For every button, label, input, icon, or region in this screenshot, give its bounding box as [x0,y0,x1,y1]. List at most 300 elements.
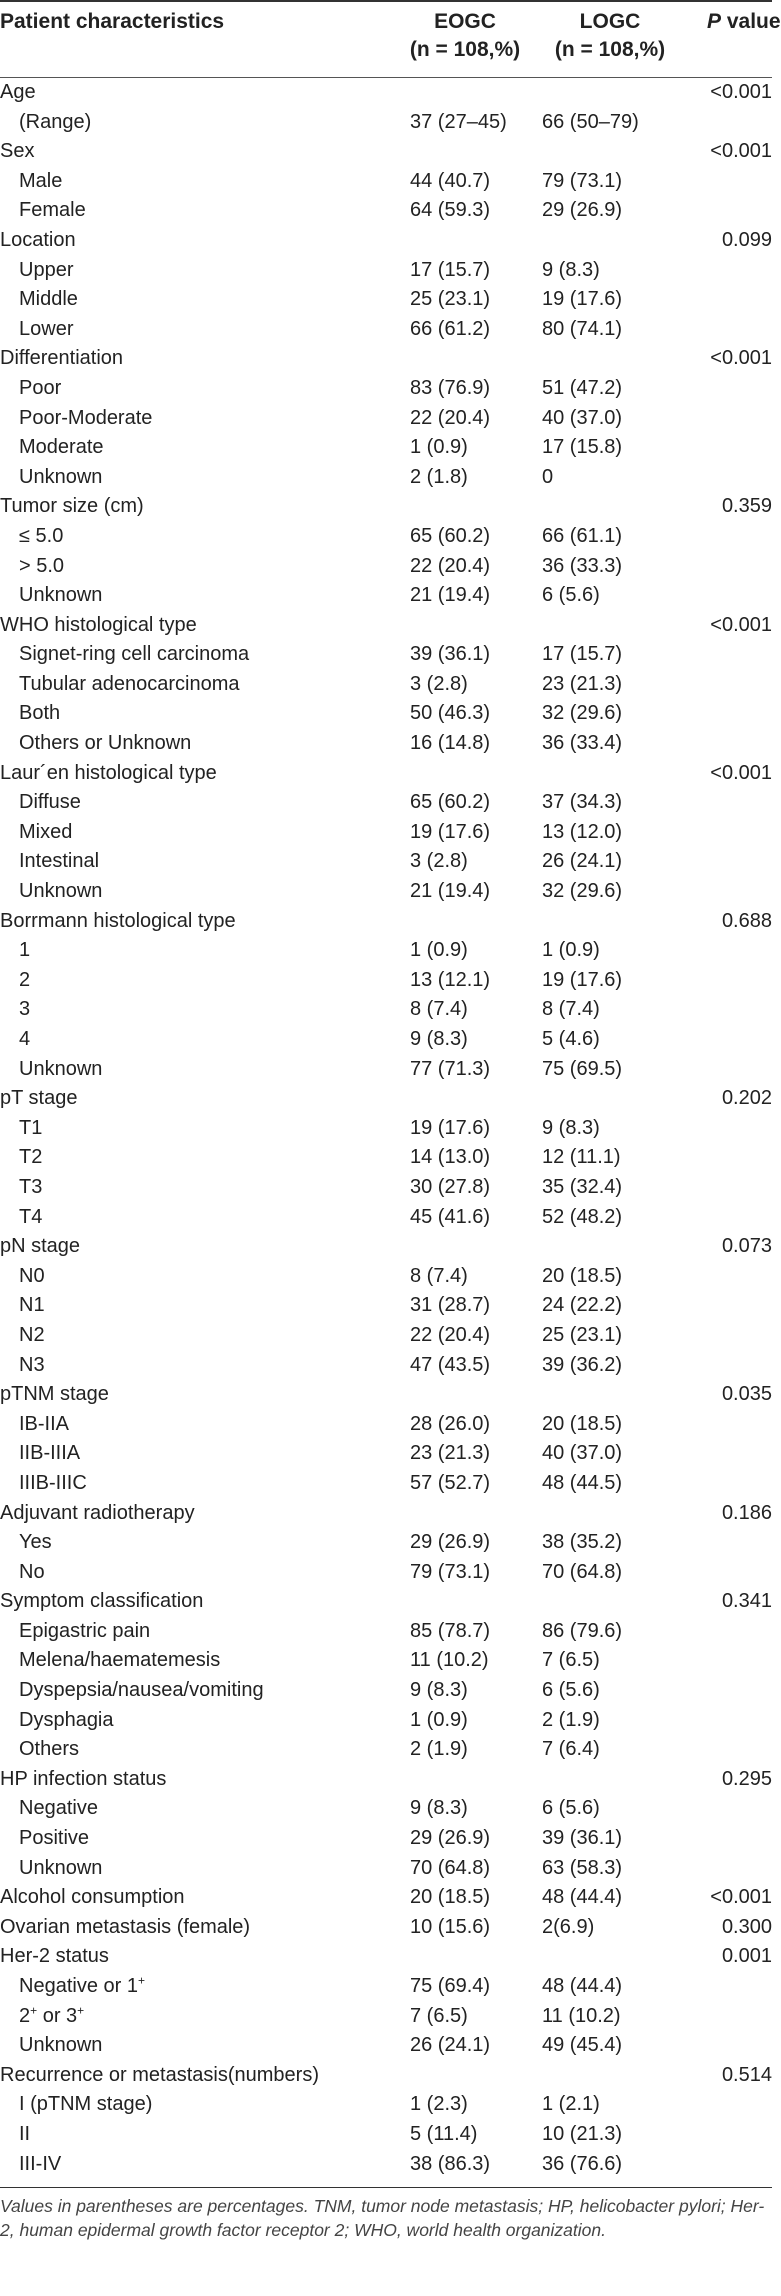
cell-logc: 36 (33.4) [542,732,623,755]
cell-logc: 32 (29.6) [542,702,623,725]
row-label [19,1676,264,1706]
row-label-text: Unknown [19,2034,103,2057]
row-label-text: I (pTNM stage) [19,2093,153,2116]
row-label-text: 3 [19,998,31,1021]
row-label [19,1055,102,1085]
table-row [0,1291,772,1321]
cell-eogc: 13 (12.1) [410,968,491,991]
row-label-text: Unknown [19,584,103,607]
cell-eogc: 26 (24.1) [410,2034,491,2057]
row-label [0,907,236,937]
row-label-text: III-IV [19,2152,62,2175]
row-label-text: No [19,1560,45,1583]
row-label [19,1143,42,1173]
cell-eogc: 2 (1.9) [410,1738,468,1761]
row-label-text: pN stage [0,1235,81,1258]
table-header [0,0,781,78]
cell-eogc: 21 (19.4) [410,584,491,607]
row-label-text: Middle [19,288,78,311]
cell-p-value: 0.300 [721,1915,772,1938]
row-label-text: Negative [19,1797,98,1820]
cell-logc: 35 (32.4) [542,1175,623,1198]
table-row [0,256,772,286]
header-eogc-line2: (n = 108,%) [409,38,521,61]
table-row [0,1765,772,1795]
row-label-text: Lower [19,317,74,340]
row-label [19,108,91,138]
row-label-text: Others [19,1738,80,1761]
cell-eogc: 11 (10.2) [410,1649,489,1672]
row-label [0,2061,319,2091]
row-label [19,1735,79,1765]
row-label [19,581,102,611]
row-label [19,2150,61,2180]
table-row [0,966,772,996]
row-label-text: II [19,2122,31,2145]
cell-p-value: 0.341 [721,1590,772,1613]
row-label [19,640,249,670]
row-label [19,995,30,1025]
row-label [19,1972,145,2002]
cell-eogc: 9 (8.3) [410,1028,468,1050]
table-row [0,78,772,108]
cell-logc: 49 (45.4) [542,2034,623,2057]
row-label-text: Unknown [19,1856,103,1879]
row-label-text: Diffuse [19,791,81,814]
row-label [19,818,72,848]
cell-logc: 39 (36.2) [542,1353,623,1376]
cell-logc: 80 (74.1) [542,317,623,340]
cell-eogc: 10 (15.6) [410,1915,491,1938]
cell-logc: 9 (8.3) [542,1116,600,1139]
row-label [0,1232,80,1262]
table-row [0,167,772,197]
cell-p-value: 0.202 [721,1087,772,1110]
table-row [0,670,772,700]
row-label [0,78,36,108]
cell-logc: 48 (44.4) [542,1975,623,1997]
cell-logc: 63 (58.3) [542,1856,623,1879]
cell-eogc: 64 (59.3) [410,199,491,222]
cell-eogc: 44 (40.7) [410,169,491,192]
table-footnote: Values in parentheses are percentages. TNM, tumor node metastasis; HP, helicobacter pylori; Her-2, human epidermal growth factor receptor 2; WHO, world health organization. [0,2196,765,2241]
table-row [0,1676,772,1706]
row-label [19,1025,30,1055]
cell-eogc: 22 (20.4) [410,406,491,429]
cell-logc: 13 (12.0) [542,820,623,843]
row-label-text: (Range) [19,110,92,133]
cell-logc: 23 (21.3) [542,672,623,695]
cell-eogc: 38 (86.3) [410,2152,491,2175]
cell-eogc: 2 (1.8) [410,465,468,488]
table-row [0,2061,772,2091]
row-label [0,1942,109,1972]
row-label [0,137,34,167]
row-label-text: Female [19,199,86,222]
cell-eogc: 23 (21.3) [410,1442,491,1465]
row-label-text: Her-2 status [0,1945,109,1968]
table-row [0,374,772,404]
cell-eogc: 29 (26.9) [410,1531,491,1554]
row-label [0,1587,203,1617]
table-row [0,344,772,374]
row-label [19,1351,45,1381]
row-label-text: Poor [19,376,62,399]
cell-logc: 7 (6.5) [542,1649,600,1672]
cell-eogc: 8 (7.4) [410,998,468,1021]
table-row [0,1617,772,1647]
cell-logc: 36 (76.6) [542,2152,623,2175]
cell-eogc: 28 (26.0) [410,1412,491,1435]
table-row [0,492,772,522]
row-label-text: Symptom classification [0,1590,204,1613]
cell-eogc: 19 (17.6) [410,1116,491,1139]
row-label [19,404,152,434]
cell-logc: 9 (8.3) [542,258,600,281]
cell-eogc: 14 (13.0) [410,1146,491,1169]
cell-eogc: 47 (43.5) [410,1353,491,1376]
table-row [0,1883,772,1913]
cell-logc: 51 (47.2) [542,376,623,399]
cell-eogc: 65 (60.2) [410,524,491,547]
cell-eogc: 57 (52.7) [410,1471,491,1494]
row-label [19,1646,220,1676]
row-label [19,966,30,996]
row-label-text: Others or Unknown [19,732,192,755]
table-row [0,1942,772,1972]
cell-logc: 26 (24.1) [542,850,623,873]
row-label [19,847,99,877]
row-label [19,1706,114,1736]
table-row [0,788,772,818]
header-p-italic: P [707,10,722,33]
row-label [0,611,197,641]
table-row [0,936,772,966]
row-label [19,1469,87,1499]
cell-logc: 52 (48.2) [542,1205,623,1228]
row-label-text: Alcohol consumption [0,1886,185,1909]
header-p-rest: value [721,10,781,33]
cell-logc: 19 (17.6) [542,288,623,311]
cell-logc: 6 (5.6) [542,1797,600,1820]
table-row [0,1646,772,1676]
table-row [0,1143,772,1173]
table-row [0,1913,772,1943]
row-label-text: Melena/haematemesis [19,1649,221,1672]
cell-eogc: 25 (23.1) [410,288,491,311]
cell-logc: 6 (5.6) [542,584,600,607]
table-row [0,2090,772,2120]
row-label-text: Negative or 1 [19,1975,138,1997]
row-label [19,1114,42,1144]
cell-logc: 66 (50–79) [542,110,639,133]
row-label [0,1084,77,1114]
cell-p-value: 0.514 [721,2063,772,2086]
cell-logc: 0 [542,465,554,488]
table-row [0,1114,772,1144]
cell-p-value: 0.073 [721,1235,772,1258]
cell-eogc: 16 (14.8) [410,732,491,755]
cell-p-value: 0.359 [721,495,772,518]
cell-eogc: 37 (27–45) [410,110,507,133]
row-label [19,196,86,226]
row-label-text: Unknown [19,880,103,903]
table-row [0,759,772,789]
row-label-text: Mixed [19,820,73,843]
row-label [0,1380,109,1410]
cell-eogc: 7 (6.5) [410,2004,468,2027]
row-label [19,1439,80,1469]
row-label-text: Ovarian metastasis (female) [0,1915,251,1938]
table-row [0,1824,772,1854]
row-label [19,1528,52,1558]
cell-p-value: <0.001 [710,81,772,103]
cell-p-value: 0.099 [721,228,772,251]
cell-logc: 86 (79.6) [542,1619,623,1642]
row-label-text: T3 [19,1175,43,1198]
row-label-text: Sex [0,140,35,163]
table-row [0,1794,772,1824]
row-label [19,1173,42,1203]
row-label [19,1203,42,1233]
row-label-text: Signet-ring cell carcinoma [19,643,250,666]
row-label [0,492,144,522]
cell-eogc: 21 (19.4) [410,880,491,903]
cell-eogc: 1 (0.9) [410,939,468,962]
table-row [0,611,772,641]
cell-p-value: <0.001 [710,613,772,636]
table-row [0,699,772,729]
cell-logc: 48 (44.5) [542,1471,623,1494]
row-label [19,1558,45,1588]
cell-logc: 29 (26.9) [542,199,623,222]
row-label-text: Upper [19,258,74,281]
cell-eogc: 3 (2.8) [410,850,468,873]
cell-p-value: <0.001 [710,1886,772,1909]
cell-logc: 37 (34.3) [542,791,623,814]
cell-logc: 5 (4.6) [542,1028,600,1050]
table-row [0,315,772,345]
row-label [19,1262,45,1292]
row-label-sup: + [137,1973,145,1988]
cell-eogc: 8 (7.4) [410,1264,468,1287]
cell-eogc: 77 (71.3) [410,1057,491,1080]
cell-eogc: 65 (60.2) [410,791,491,814]
row-label [19,1410,69,1440]
row-label-text: Unknown [19,465,103,488]
row-label-text: Intestinal [19,850,100,873]
row-label-text: T2 [19,1146,43,1169]
table-row [0,907,772,937]
table-row [0,1972,772,2002]
row-label-text: ≤ 5.0 [19,524,64,547]
cell-eogc: 19 (17.6) [410,820,491,843]
table-row [0,1528,772,1558]
table-row [0,433,772,463]
cell-logc: 1 (0.9) [542,939,600,962]
row-label [19,699,60,729]
row-label-text: 2 [19,2004,31,2027]
cell-p-value: 0.295 [721,1767,772,1790]
row-label-text: Epigastric pain [19,1619,151,1642]
row-label-text: Adjuvant radiotherapy [0,1501,195,1524]
cell-eogc: 1 (0.9) [410,436,468,459]
row-label [19,877,102,907]
row-label-mid: or 3 [37,2004,78,2027]
row-label-text: N2 [19,1323,45,1346]
table-row [0,196,772,226]
cell-p-value: <0.001 [710,347,772,370]
cell-eogc: 75 (69.4) [410,1975,491,1997]
row-label-text: Both [19,702,61,725]
cell-logc: 79 (73.1) [542,169,623,192]
header-logc-line2: (n = 108,%) [554,38,666,61]
row-label-text: Poor-Moderate [19,406,153,429]
row-label-text: 2 [19,968,31,991]
row-label [19,433,104,463]
cell-p-value: 0.688 [721,909,772,932]
table-row [0,2002,772,2032]
cell-eogc: 20 (18.5) [410,1886,491,1909]
table-row [0,581,772,611]
row-label-text: 4 [19,1028,31,1050]
table-row [0,1232,772,1262]
table-row [0,1735,772,1765]
row-label [19,285,78,315]
cell-logc: 38 (35.2) [542,1531,623,1554]
cell-p-value: 0.001 [721,1945,772,1968]
header-logc-line1: LOGC [579,10,641,33]
row-label-text: Location [0,228,76,251]
cell-eogc: 39 (36.1) [410,643,491,666]
row-label-text: N1 [19,1294,45,1317]
row-label-text: Borrmann histological type [0,909,236,932]
row-label [19,463,102,493]
table-row [0,226,772,256]
cell-logc: 2 (1.9) [542,1708,600,1731]
cell-eogc: 50 (46.3) [410,702,491,725]
table-row [0,1025,772,1055]
row-label [19,2120,30,2150]
cell-eogc: 17 (15.7) [410,258,491,281]
table-row [0,1587,772,1617]
table-row [0,1084,772,1114]
table-row [0,1055,772,1085]
cell-logc: 75 (69.5) [542,1057,623,1080]
row-label-text: T1 [19,1116,43,1139]
table-row [0,1262,772,1292]
table-row [0,1351,772,1381]
table-row [0,1469,772,1499]
cell-logc: 10 (21.3) [542,2122,623,2145]
cell-eogc: 29 (26.9) [410,1827,491,1850]
cell-eogc: 70 (64.8) [410,1856,491,1879]
table-row [0,1380,772,1410]
row-label [0,344,123,374]
table-row [0,818,772,848]
table-row [0,285,772,315]
row-label-sup: + [30,2002,38,2017]
header-p-value [707,8,781,36]
cell-eogc: 5 (11.4) [410,2122,478,2145]
cell-logc: 40 (37.0) [542,406,623,429]
row-label [19,1824,89,1854]
cell-logc: 17 (15.7) [542,643,623,666]
row-label-sup: + [77,2002,85,2017]
table-row [0,404,772,434]
cell-eogc: 30 (27.8) [410,1175,491,1198]
row-label-text: Unknown [19,1057,103,1080]
table-row [0,463,772,493]
cell-logc: 39 (36.1) [542,1827,623,1850]
row-label [19,729,191,759]
header-eogc-line1: EOGC [434,10,496,33]
cell-logc: 7 (6.4) [542,1738,600,1761]
row-label [19,936,30,966]
row-label-text: Tumor size (cm) [0,495,144,518]
cell-logc: 1 (2.1) [542,2093,600,2116]
table-row [0,137,772,167]
cell-logc: 2(6.9) [542,1915,595,1938]
cell-logc: 17 (15.8) [542,436,623,459]
cell-eogc: 45 (41.6) [410,1205,491,1228]
cell-eogc: 79 (73.1) [410,1560,491,1583]
table-row [0,1321,772,1351]
row-label [0,1913,250,1943]
cell-logc: 40 (37.0) [542,1442,623,1465]
row-label-text: IB-IIA [19,1412,70,1435]
cell-logc: 8 (7.4) [542,998,600,1021]
cell-eogc: 66 (61.2) [410,317,491,340]
table-row [0,1558,772,1588]
table-row [0,729,772,759]
row-label-text: Tubular adenocarcinoma [19,672,240,695]
row-label [19,315,73,345]
cell-logc: 66 (61.1) [542,524,623,547]
table-row [0,1706,772,1736]
row-label [19,256,73,286]
row-label-text: N3 [19,1353,45,1376]
table-row [0,847,772,877]
cell-logc: 19 (17.6) [542,968,623,991]
cell-eogc: 31 (28.7) [410,1294,491,1317]
cell-logc: 25 (23.1) [542,1323,623,1346]
row-label [19,1321,45,1351]
row-label [0,1499,195,1529]
cell-logc: 6 (5.6) [542,1679,600,1702]
cell-eogc: 85 (78.7) [410,1619,491,1642]
cell-logc: 11 (10.2) [542,2004,621,2027]
row-label-text: pT stage [0,1087,78,1110]
table-row [0,995,772,1025]
row-label [19,522,63,552]
row-label-text: Dyspepsia/nausea/vomiting [19,1679,264,1702]
table-row [0,1439,772,1469]
table-row [0,1854,772,1884]
row-label [19,1291,45,1321]
cell-eogc: 9 (8.3) [410,1679,468,1702]
table-row [0,877,772,907]
table-row [0,552,772,582]
table-row [0,640,772,670]
table-row [0,1173,772,1203]
row-label [19,2090,152,2120]
table-body [0,78,772,2179]
row-label-text: Positive [19,1827,90,1850]
table-row [0,522,772,552]
row-label [19,1617,150,1647]
row-label-text: Moderate [19,436,104,459]
